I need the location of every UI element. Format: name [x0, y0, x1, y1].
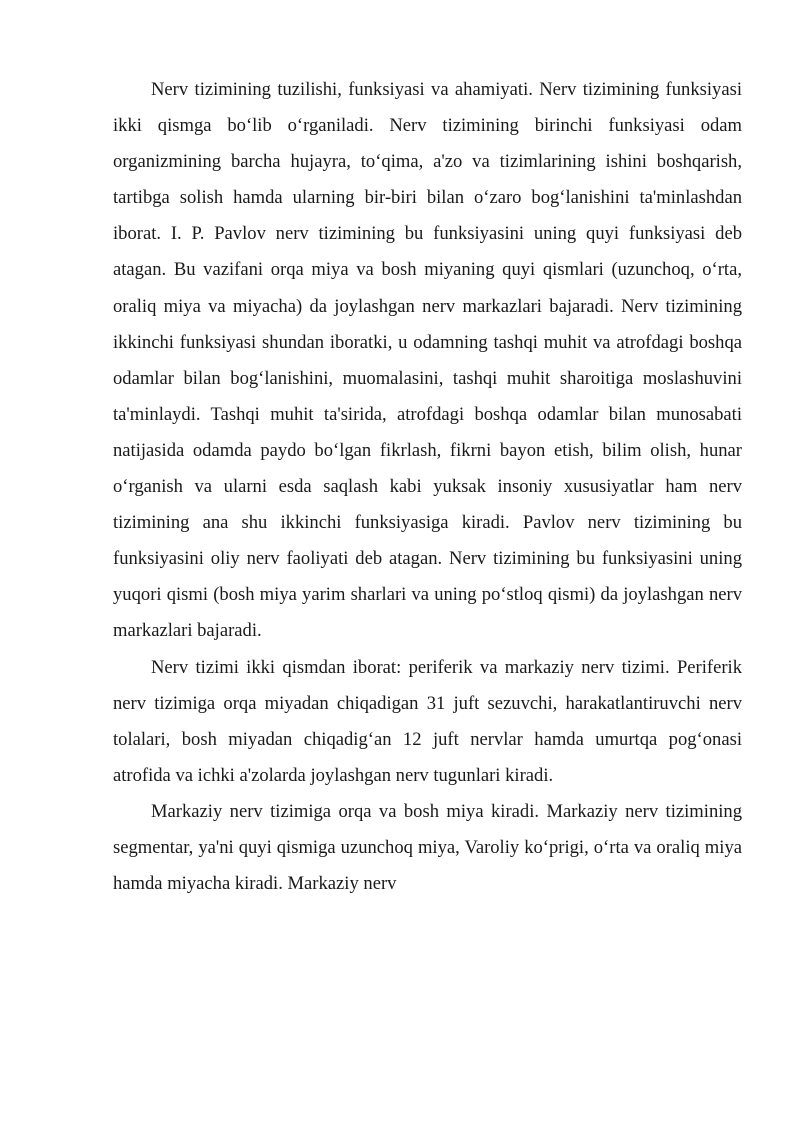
paragraph-nerve-system-functions: Nerv tizimining tuzilishi, funksiyasi va ahamiyati. Nerv tizimining funksiyasi ikki qismga bo‘lib o‘rganiladi. Nerv tizimining birinchi funksiyasi odam organizmining barcha hujayra, to‘qima, a'zo va tizimlarining ishini boshqarish, tartibga solish hamda ularning bir-biri bilan o‘zaro bog‘lanishini ta'minlashdan iborat. I. P. Pavlov nerv tizimining bu funksiyasini uning quyi funksiyasi deb atagan. Bu vazifani orqa miya va bosh miyaning quyi qismlari (uzunchoq, o‘rta, oraliq miya va miyacha) da joylashgan nerv markazlari bajaradi. Nerv tizimining ikkinchi funksiyasi shundan iboratki, u odamning tashqi muhit va atrofdagi boshqa odamlar bilan bog‘lanishini, muomalasini, tashqi muhit sharoitiga moslashuvini ta'minlaydi. Tashqi muhit ta'sirida, atrofdagi boshqa odamlar bilan munosabati natijasida odamda paydo bo‘lgan fikrlash, fikrni bayon etish, bilim olish, hunar o‘rganish va ularni esda saqlash kabi yuksak insoniy xususiyatlar ham nerv tizimining ana shu ikkinchi funksiyasiga kiradi. Pavlov nerv tizimining bu funksiyasini oliy nerv faoliyati deb atagan. Nerv tizimining bu funksiyasini uning yuqori qismi (bosh miya yarim sharlari va uning po‘stloq qismi) da joylashgan nerv markazlari bajaradi. [113, 79, 742, 642]
paragraph-nerve-system-parts: Nerv tizimi ikki qismdan iborat: periferik va markaziy nerv tizimi. Periferik nerv tizimiga orqa miyadan chiqadigan 31 juft sezuvchi, harakatlantiruvchi nerv tolalari, bosh miyadan chiqadig‘an 12 juft nervlar hamda umurtqa pog‘onasi atrofida va ichki a'zolarda joylashgan nerv tugunlari kiradi. [113, 656, 742, 786]
document-page [113, 72, 742, 902]
paragraph-central-nerve-system: Markaziy nerv tizimiga orqa va bosh miya kiradi. Markaziy nerv tizimining segmentar, ya'ni quyi qismiga uzunchoq miya, Varoliy ko‘prigi, o‘rta va oraliq miya hamda miyacha kiradi. Markaziy nerv [113, 800, 742, 895]
